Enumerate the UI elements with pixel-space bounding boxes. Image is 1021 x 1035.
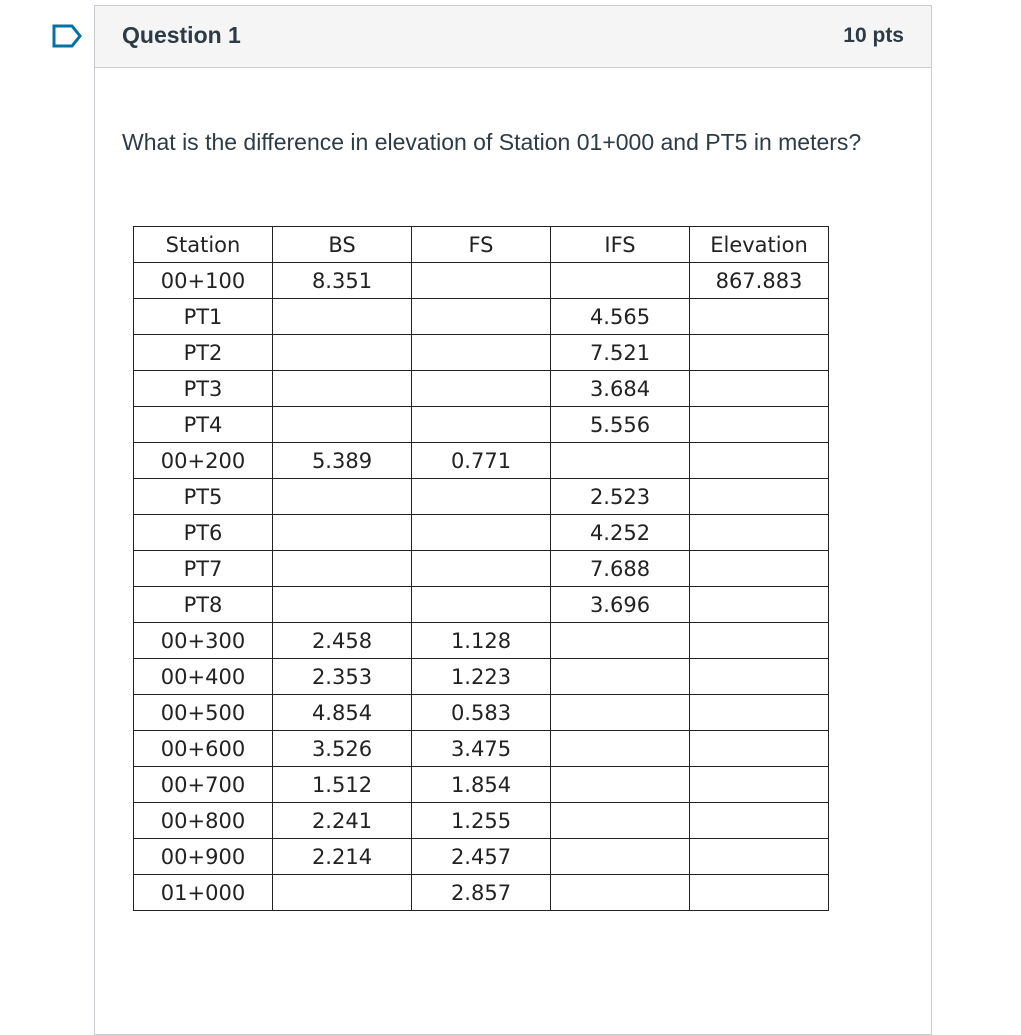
cell-bs (273, 299, 412, 335)
cell-bs: 2.353 (273, 659, 412, 695)
cell-ifs (551, 767, 690, 803)
cell-fs: 1.128 (412, 623, 551, 659)
cell-bs: 2.241 (273, 803, 412, 839)
cell-station: 01+000 (134, 875, 273, 911)
cell-ifs (551, 659, 690, 695)
cell-elevation (690, 803, 829, 839)
table-row (134, 659, 829, 695)
cell-ifs: 3.684 (551, 371, 690, 407)
cell-bs: 2.458 (273, 623, 412, 659)
table-row (134, 515, 829, 551)
cell-elevation (690, 587, 829, 623)
cell-station: 00+200 (134, 443, 273, 479)
table-row (134, 479, 829, 515)
table-row (134, 839, 829, 875)
cell-fs (412, 407, 551, 443)
cell-station: 00+700 (134, 767, 273, 803)
cell-elevation (690, 695, 829, 731)
cell-station: PT2 (134, 335, 273, 371)
cell-fs (412, 299, 551, 335)
cell-bs: 3.526 (273, 731, 412, 767)
cell-bs: 5.389 (273, 443, 412, 479)
cell-fs (412, 371, 551, 407)
cell-station: 00+800 (134, 803, 273, 839)
column-header-elevation: Elevation (690, 227, 829, 263)
cell-station: PT6 (134, 515, 273, 551)
cell-ifs (551, 695, 690, 731)
cell-elevation (690, 515, 829, 551)
cell-ifs: 7.521 (551, 335, 690, 371)
cell-bs (273, 407, 412, 443)
cell-elevation (690, 839, 829, 875)
cell-station: 00+500 (134, 695, 273, 731)
cell-fs (412, 335, 551, 371)
cell-ifs (551, 263, 690, 299)
cell-bs: 1.512 (273, 767, 412, 803)
cell-bs (273, 479, 412, 515)
table-row (134, 623, 829, 659)
cell-fs (412, 551, 551, 587)
table-body (134, 263, 829, 911)
cell-ifs (551, 443, 690, 479)
cell-station: PT3 (134, 371, 273, 407)
cell-ifs (551, 623, 690, 659)
cell-ifs (551, 731, 690, 767)
column-header-fs: FS (412, 227, 551, 263)
cell-elevation (690, 623, 829, 659)
cell-bs (273, 371, 412, 407)
cell-ifs: 4.565 (551, 299, 690, 335)
table-header-row (134, 227, 829, 263)
cell-station: 00+900 (134, 839, 273, 875)
table-row (134, 551, 829, 587)
table-row (134, 299, 829, 335)
cell-station: 00+400 (134, 659, 273, 695)
cell-station: PT4 (134, 407, 273, 443)
cell-fs: 2.457 (412, 839, 551, 875)
question-title: Question 1 (122, 22, 241, 48)
table-row (134, 263, 829, 299)
table-row (134, 587, 829, 623)
cell-station: PT1 (134, 299, 273, 335)
cell-bs: 4.854 (273, 695, 412, 731)
cell-fs: 0.771 (412, 443, 551, 479)
table-row (134, 731, 829, 767)
cell-fs (412, 479, 551, 515)
table-row (134, 407, 829, 443)
cell-ifs: 2.523 (551, 479, 690, 515)
table-row (134, 443, 829, 479)
cell-fs: 1.854 (412, 767, 551, 803)
cell-fs: 3.475 (412, 731, 551, 767)
cell-ifs: 5.556 (551, 407, 690, 443)
cell-fs (412, 515, 551, 551)
cell-station: 00+600 (134, 731, 273, 767)
column-header-ifs: IFS (551, 227, 690, 263)
cell-station: PT7 (134, 551, 273, 587)
question-points: 10 pts (843, 24, 904, 47)
column-header-station: Station (134, 227, 273, 263)
cell-bs: 8.351 (273, 263, 412, 299)
question-header (95, 6, 931, 68)
cell-ifs (551, 875, 690, 911)
cell-elevation: 867.883 (690, 263, 829, 299)
leveling-table (133, 226, 829, 911)
cell-elevation (690, 335, 829, 371)
cell-bs: 2.214 (273, 839, 412, 875)
cell-elevation (690, 479, 829, 515)
table-row (134, 875, 829, 911)
cell-elevation (690, 407, 829, 443)
cell-fs (412, 263, 551, 299)
table-row (134, 803, 829, 839)
cell-bs (273, 551, 412, 587)
table-row (134, 767, 829, 803)
cell-fs (412, 587, 551, 623)
cell-ifs: 7.688 (551, 551, 690, 587)
cell-ifs: 3.696 (551, 587, 690, 623)
cell-fs: 1.255 (412, 803, 551, 839)
cell-station: 00+300 (134, 623, 273, 659)
cell-ifs (551, 803, 690, 839)
question-text: What is the difference in elevation of Station 01+000 and PT5 in meters? (122, 129, 862, 155)
cell-fs: 0.583 (412, 695, 551, 731)
cell-elevation (690, 659, 829, 695)
cell-bs (273, 335, 412, 371)
cell-elevation (690, 731, 829, 767)
question-card (94, 5, 932, 1035)
cell-elevation (690, 767, 829, 803)
column-header-bs: BS (273, 227, 412, 263)
cell-ifs: 4.252 (551, 515, 690, 551)
flag-question-icon[interactable] (52, 24, 82, 48)
cell-elevation (690, 371, 829, 407)
table-row (134, 695, 829, 731)
cell-elevation (690, 875, 829, 911)
cell-bs (273, 587, 412, 623)
cell-elevation (690, 551, 829, 587)
cell-fs: 2.857 (412, 875, 551, 911)
cell-station: PT8 (134, 587, 273, 623)
cell-station: 00+100 (134, 263, 273, 299)
cell-ifs (551, 839, 690, 875)
cell-elevation (690, 443, 829, 479)
cell-fs: 1.223 (412, 659, 551, 695)
table-row (134, 335, 829, 371)
cell-elevation (690, 299, 829, 335)
cell-station: PT5 (134, 479, 273, 515)
table-row (134, 371, 829, 407)
cell-bs (273, 515, 412, 551)
cell-bs (273, 875, 412, 911)
